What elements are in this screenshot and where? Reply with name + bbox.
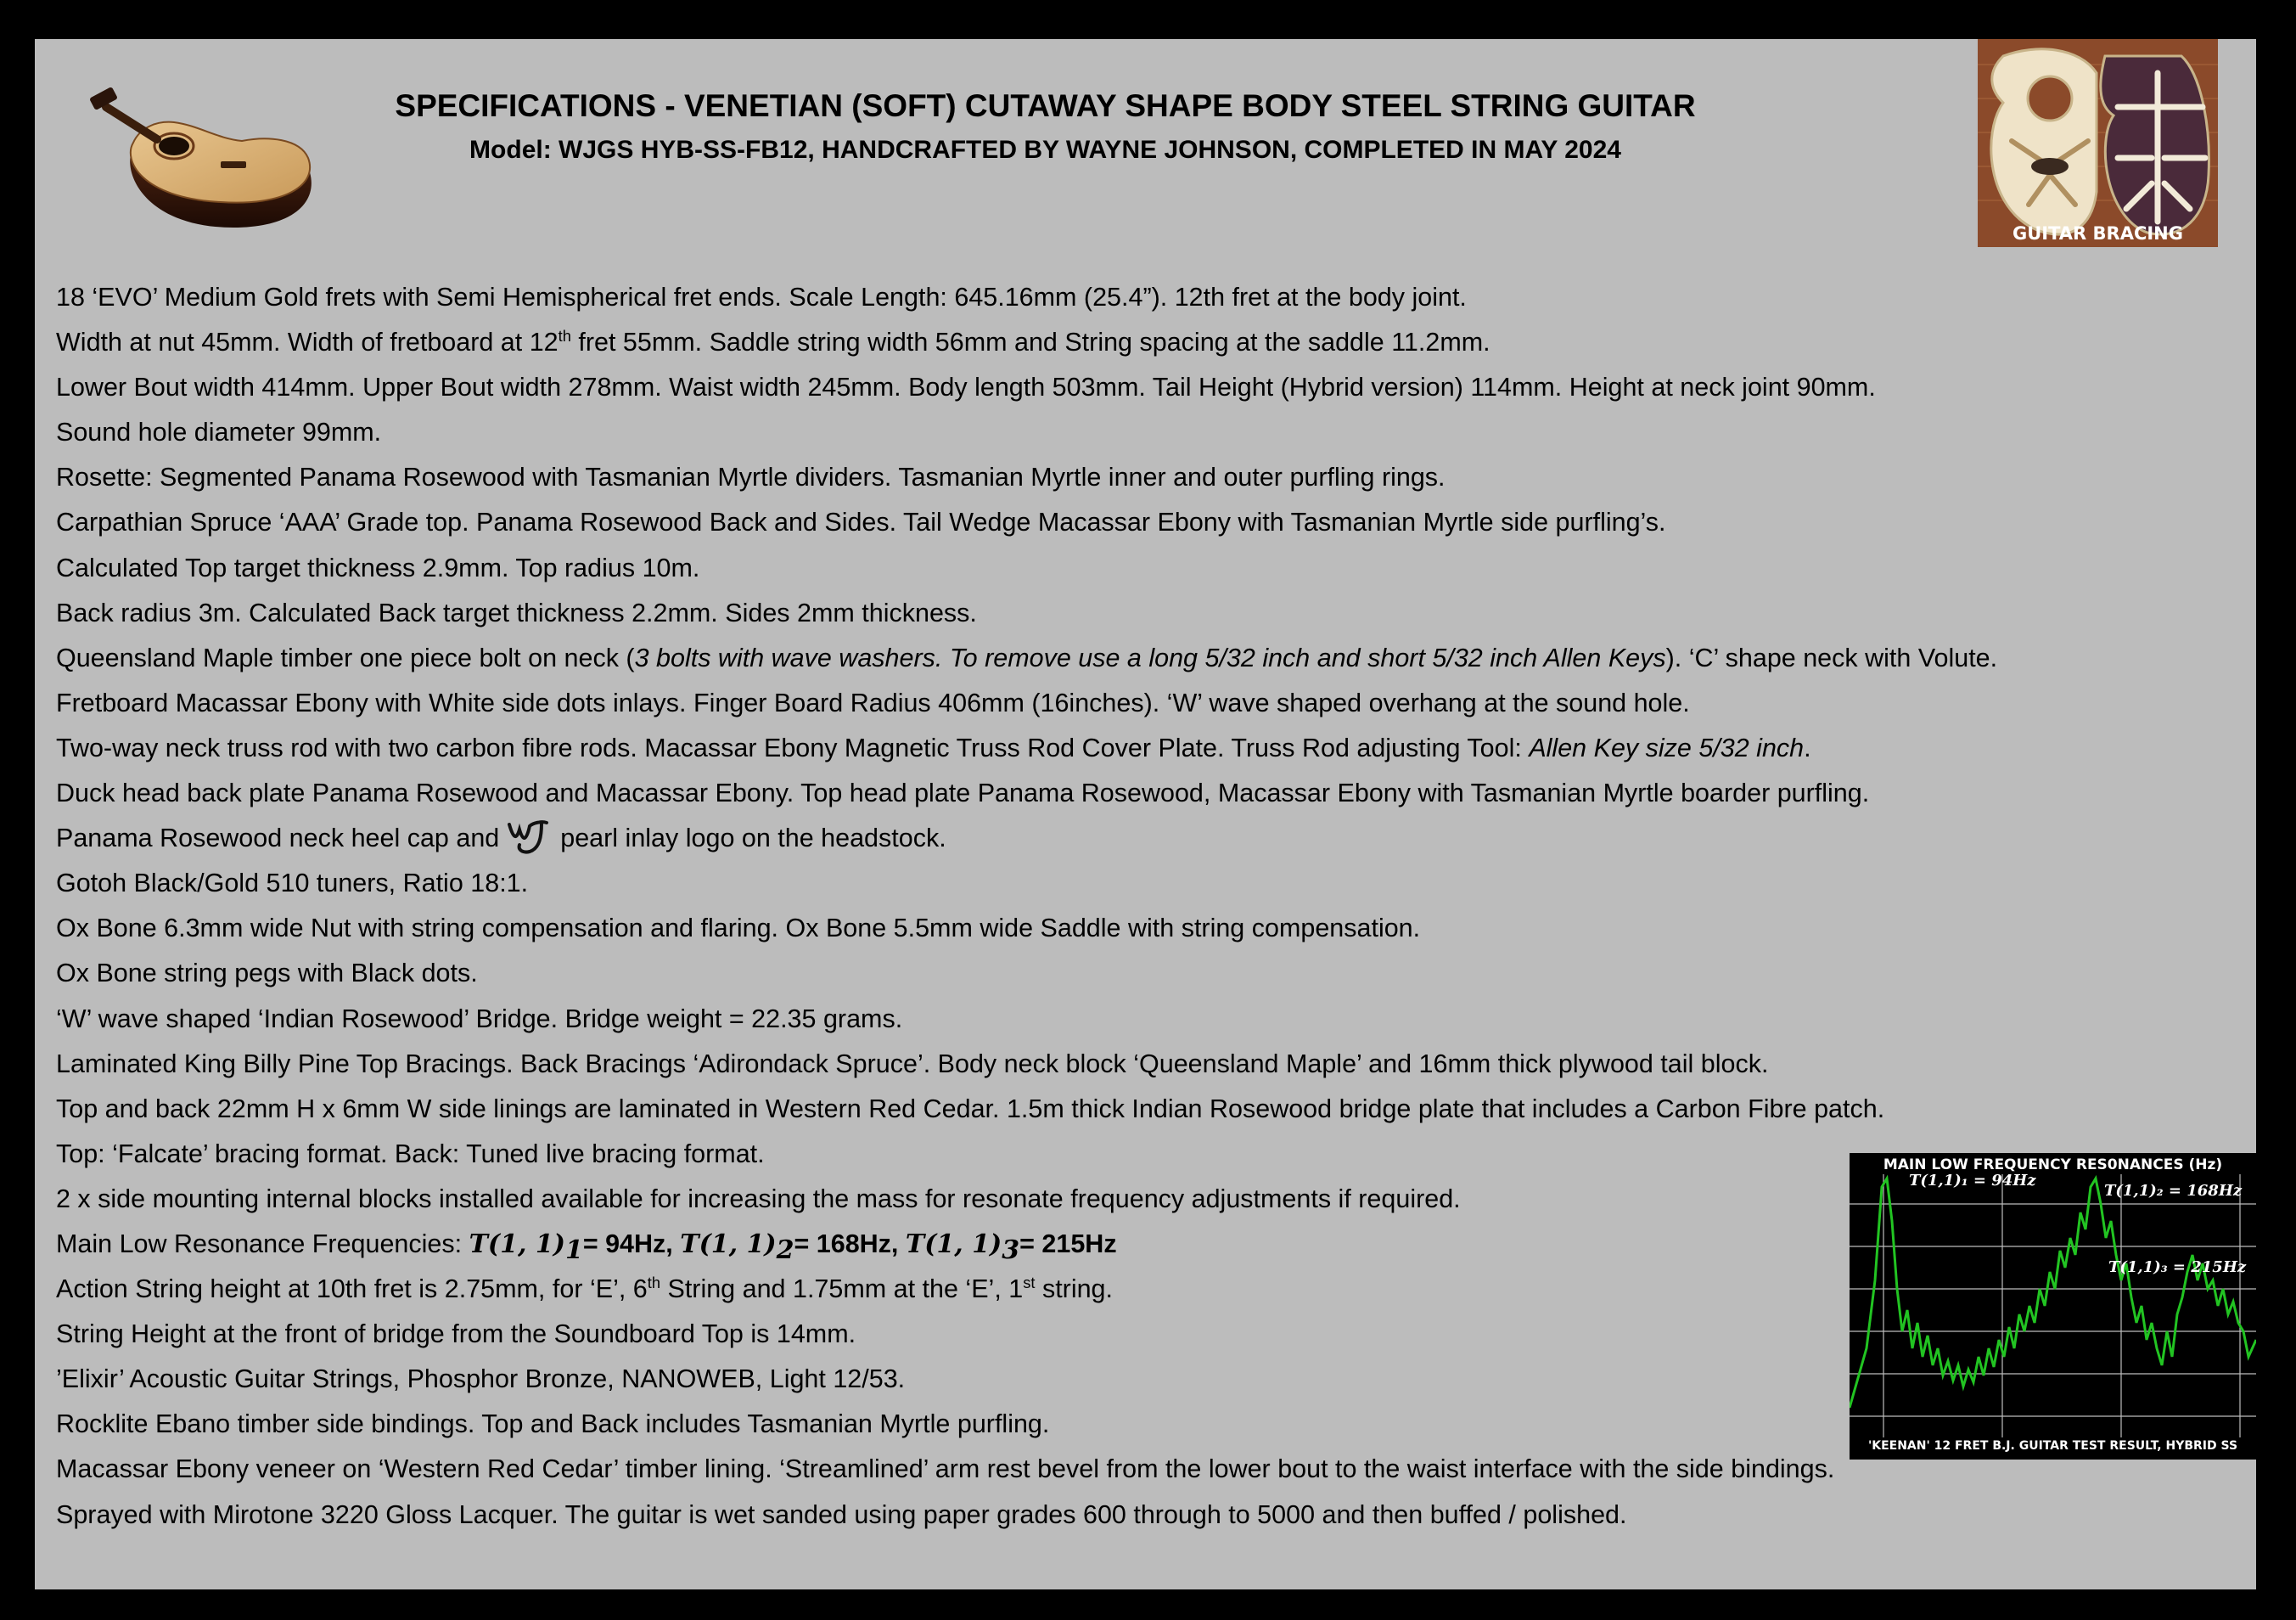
spec-italic: 3 bolts with wave washers. To remove use a long 5/32 inch and short 5/32 inch Allen Keys: [634, 643, 1666, 672]
spec-line-veneer: Macassar Ebony veneer on ‘Western Red Cedar’ timber lining. ‘Streamlined’ arm rest bevel from the lower bout to the waist interface with the side bindings.: [56, 1454, 1835, 1484]
resonance-chart: [1850, 1153, 2256, 1460]
spec-line-resonances: [56, 1222, 1997, 1267]
page-subtitle: Model: WJGS HYB-SS-FB12, HANDCRAFTED BY WAYNE JOHNSON, COMPLETED IN MAY 2024: [469, 136, 1621, 164]
spec-line-pegs: Ox Bone string pegs with Black dots.: [56, 959, 478, 988]
peak-label-2: T(1,1)₂ = 168Hz: [2104, 1182, 2243, 1200]
spec-text: pearl inlay logo on the headstock.: [560, 824, 946, 853]
spec-text: Action String height at 10th fret is 2.75mm, for ‘E’, 6: [56, 1274, 648, 1304]
spec-line-nut-saddle: Ox Bone 6.3mm wide Nut with string compensation and flaring. Ox Bone 5.5mm wide Saddle with string compensation.: [56, 914, 1421, 943]
spec-superscript: th: [647, 1273, 660, 1291]
spec-line-linings: Top and back 22mm H x 6mm W side linings are laminated in Western Red Cedar. 1.5m thick Indian Rosewood bridge plate that includes a Carbon Fibre patch.: [56, 1094, 1885, 1123]
spec-line-strings: ’Elixir’ Acoustic Guitar Strings, Phosphor Bronze, NANOWEB, Light 12/53.: [56, 1364, 906, 1394]
resonance-symbol: T(1, 1): [469, 1229, 565, 1259]
spec-line-tuners: Gotoh Black/Gold 510 tuners, Ratio 18:1.: [56, 869, 529, 898]
spec-line-bridge: ‘W’ wave shaped ‘Indian Rosewood’ Bridge. Bridge weight = 22.35 grams.: [56, 1004, 903, 1033]
spec-line-headplate: Duck head back plate Panama Rosewood and Macassar Ebony. Top head plate Panama Rosewood, Macassar Ebony with Tasmanian Myrtle boarder purfling.: [56, 779, 1870, 808]
spec-line-bracings: Laminated King Billy Pine Top Bracings. Back Bracings ‘Adirondack Spruce’. Body neck block ‘Queensland Maple’ and 16mm thick plywood tail block.: [56, 1049, 1769, 1078]
resonance-value: = 215Hz: [1019, 1229, 1117, 1258]
spec-text: Main Low Resonance Frequencies:: [56, 1229, 469, 1258]
resonance-symbol: T(1, 1): [680, 1229, 777, 1259]
spec-text: String and 1.75mm at the ‘E’, 1: [660, 1274, 1024, 1304]
resonance-index: 3: [1002, 1235, 1020, 1266]
resonance-value: = 168Hz,: [794, 1229, 906, 1258]
spec-line-widths: [56, 320, 1997, 365]
spec-line-soundhole: Sound hole diameter 99mm.: [56, 418, 382, 447]
resonance-index: 2: [776, 1235, 794, 1266]
spec-list: [56, 275, 1997, 1538]
resonance-symbol: T(1, 1): [905, 1229, 1002, 1259]
spec-line-body: Lower Bout width 414mm. Upper Bout width 278mm. Waist width 245mm. Body length 503mm. Tail Height (Hybrid version) 114mm. Height at neck joint 90mm.: [56, 373, 1876, 402]
spec-line-blocks: 2 x side mounting internal blocks installed available for increasing the mass for resonate frequency adjustments if required.: [56, 1184, 1461, 1213]
spec-superscript: th: [558, 326, 571, 345]
wj-logo-icon: [504, 818, 555, 857]
spec-text: Width at nut 45mm. Width of fretboard at 12: [56, 328, 559, 357]
bracing-photo-image: [1978, 39, 2218, 247]
spec-line-truss-rod: [56, 726, 1997, 771]
spec-text: .: [1804, 733, 1811, 762]
bracing-photo-label: GUITAR BRACING: [2013, 223, 2183, 244]
resonance-value: = 94Hz,: [582, 1229, 681, 1258]
spec-line-rosette: Rosette: Segmented Panama Rosewood with Tasmanian Myrtle dividers. Tasmanian Myrtle inner and outer purfling rings.: [56, 463, 1446, 492]
spec-superscript: st: [1023, 1273, 1036, 1291]
spec-line-action: [56, 1267, 1997, 1312]
spec-text: Two-way neck truss rod with two carbon fibre rods. Macassar Ebony Magnetic Truss Rod Cover Plate. Truss Rod adjusting Tool:: [56, 733, 1530, 762]
spec-line-woods: Carpathian Spruce ‘AAA’ Grade top. Panama Rosewood Back and Sides. Tail Wedge Macassar Ebony with Tasmanian Myrtle side purfling’s.: [56, 508, 1666, 537]
peak-label-1: T(1,1)₁ = 94Hz: [1909, 1172, 2036, 1190]
spec-line-back-thickness: Back radius 3m. Calculated Back target thickness 2.2mm. Sides 2mm thickness.: [56, 598, 977, 627]
spec-line-bindings: Rocklite Ebano timber side bindings. Top and Back includes Tasmanian Myrtle purfling.: [56, 1409, 1050, 1439]
spec-text: ). ‘C’ shape neck with Volute.: [1665, 643, 1998, 672]
resonance-index: 1: [564, 1235, 583, 1266]
spec-line-frets: 18 ‘EVO’ Medium Gold frets with Semi Hemispherical fret ends. Scale Length: 645.16mm (25.4”). 12th fret at the body joint.: [56, 283, 1467, 312]
page-title: SPECIFICATIONS - VENETIAN (SOFT) CUTAWAY SHAPE BODY STEEL STRING GUITAR: [395, 88, 1696, 123]
bracing-photo: [1978, 39, 2218, 247]
spec-italic: Allen Key size 5/32 inch: [1529, 733, 1805, 762]
spec-line-fretboard: Fretboard Macassar Ebony with White side dots inlays. Finger Board Radius 406mm (16inches). ‘W’ wave shaped overhang at the sound hole.: [56, 688, 1690, 717]
spec-text: Queensland Maple timber one piece bolt on neck (: [56, 643, 635, 672]
spec-sheet: [35, 39, 2256, 1589]
spec-line-heel-cap: [56, 816, 1997, 861]
spec-line-string-height: String Height at the front of bridge from the Soundboard Top is 14mm.: [56, 1319, 856, 1349]
spec-text: fret 55mm. Saddle string width 56mm and String spacing at the saddle 11.2mm.: [570, 328, 1490, 357]
spec-text: Panama Rosewood neck heel cap and: [56, 824, 500, 853]
resonance-chart-title: MAIN LOW FREQUENCY RES0NANCES (Hz): [1883, 1156, 2223, 1173]
resonance-chart-footer: 'KEENAN' 12 FRET B.J. GUITAR TEST RESULT, HYBRID SS: [1867, 1439, 2238, 1453]
spec-line-bracing-format: Top: ‘Falcate’ bracing format. Back: Tuned live bracing format.: [56, 1139, 765, 1168]
spec-line-finish: Sprayed with Mirotone 3220 Gloss Lacquer. The guitar is wet sanded using paper grades 600 through to 5000 and then buffed / polished.: [56, 1499, 1627, 1529]
spec-line-top-thickness: Calculated Top target thickness 2.9mm. Top radius 10m.: [56, 553, 700, 582]
spec-line-neck: [56, 636, 1997, 681]
spec-text: string.: [1035, 1274, 1113, 1304]
peak-label-3: T(1,1)₃ = 215Hz: [2108, 1258, 2247, 1276]
